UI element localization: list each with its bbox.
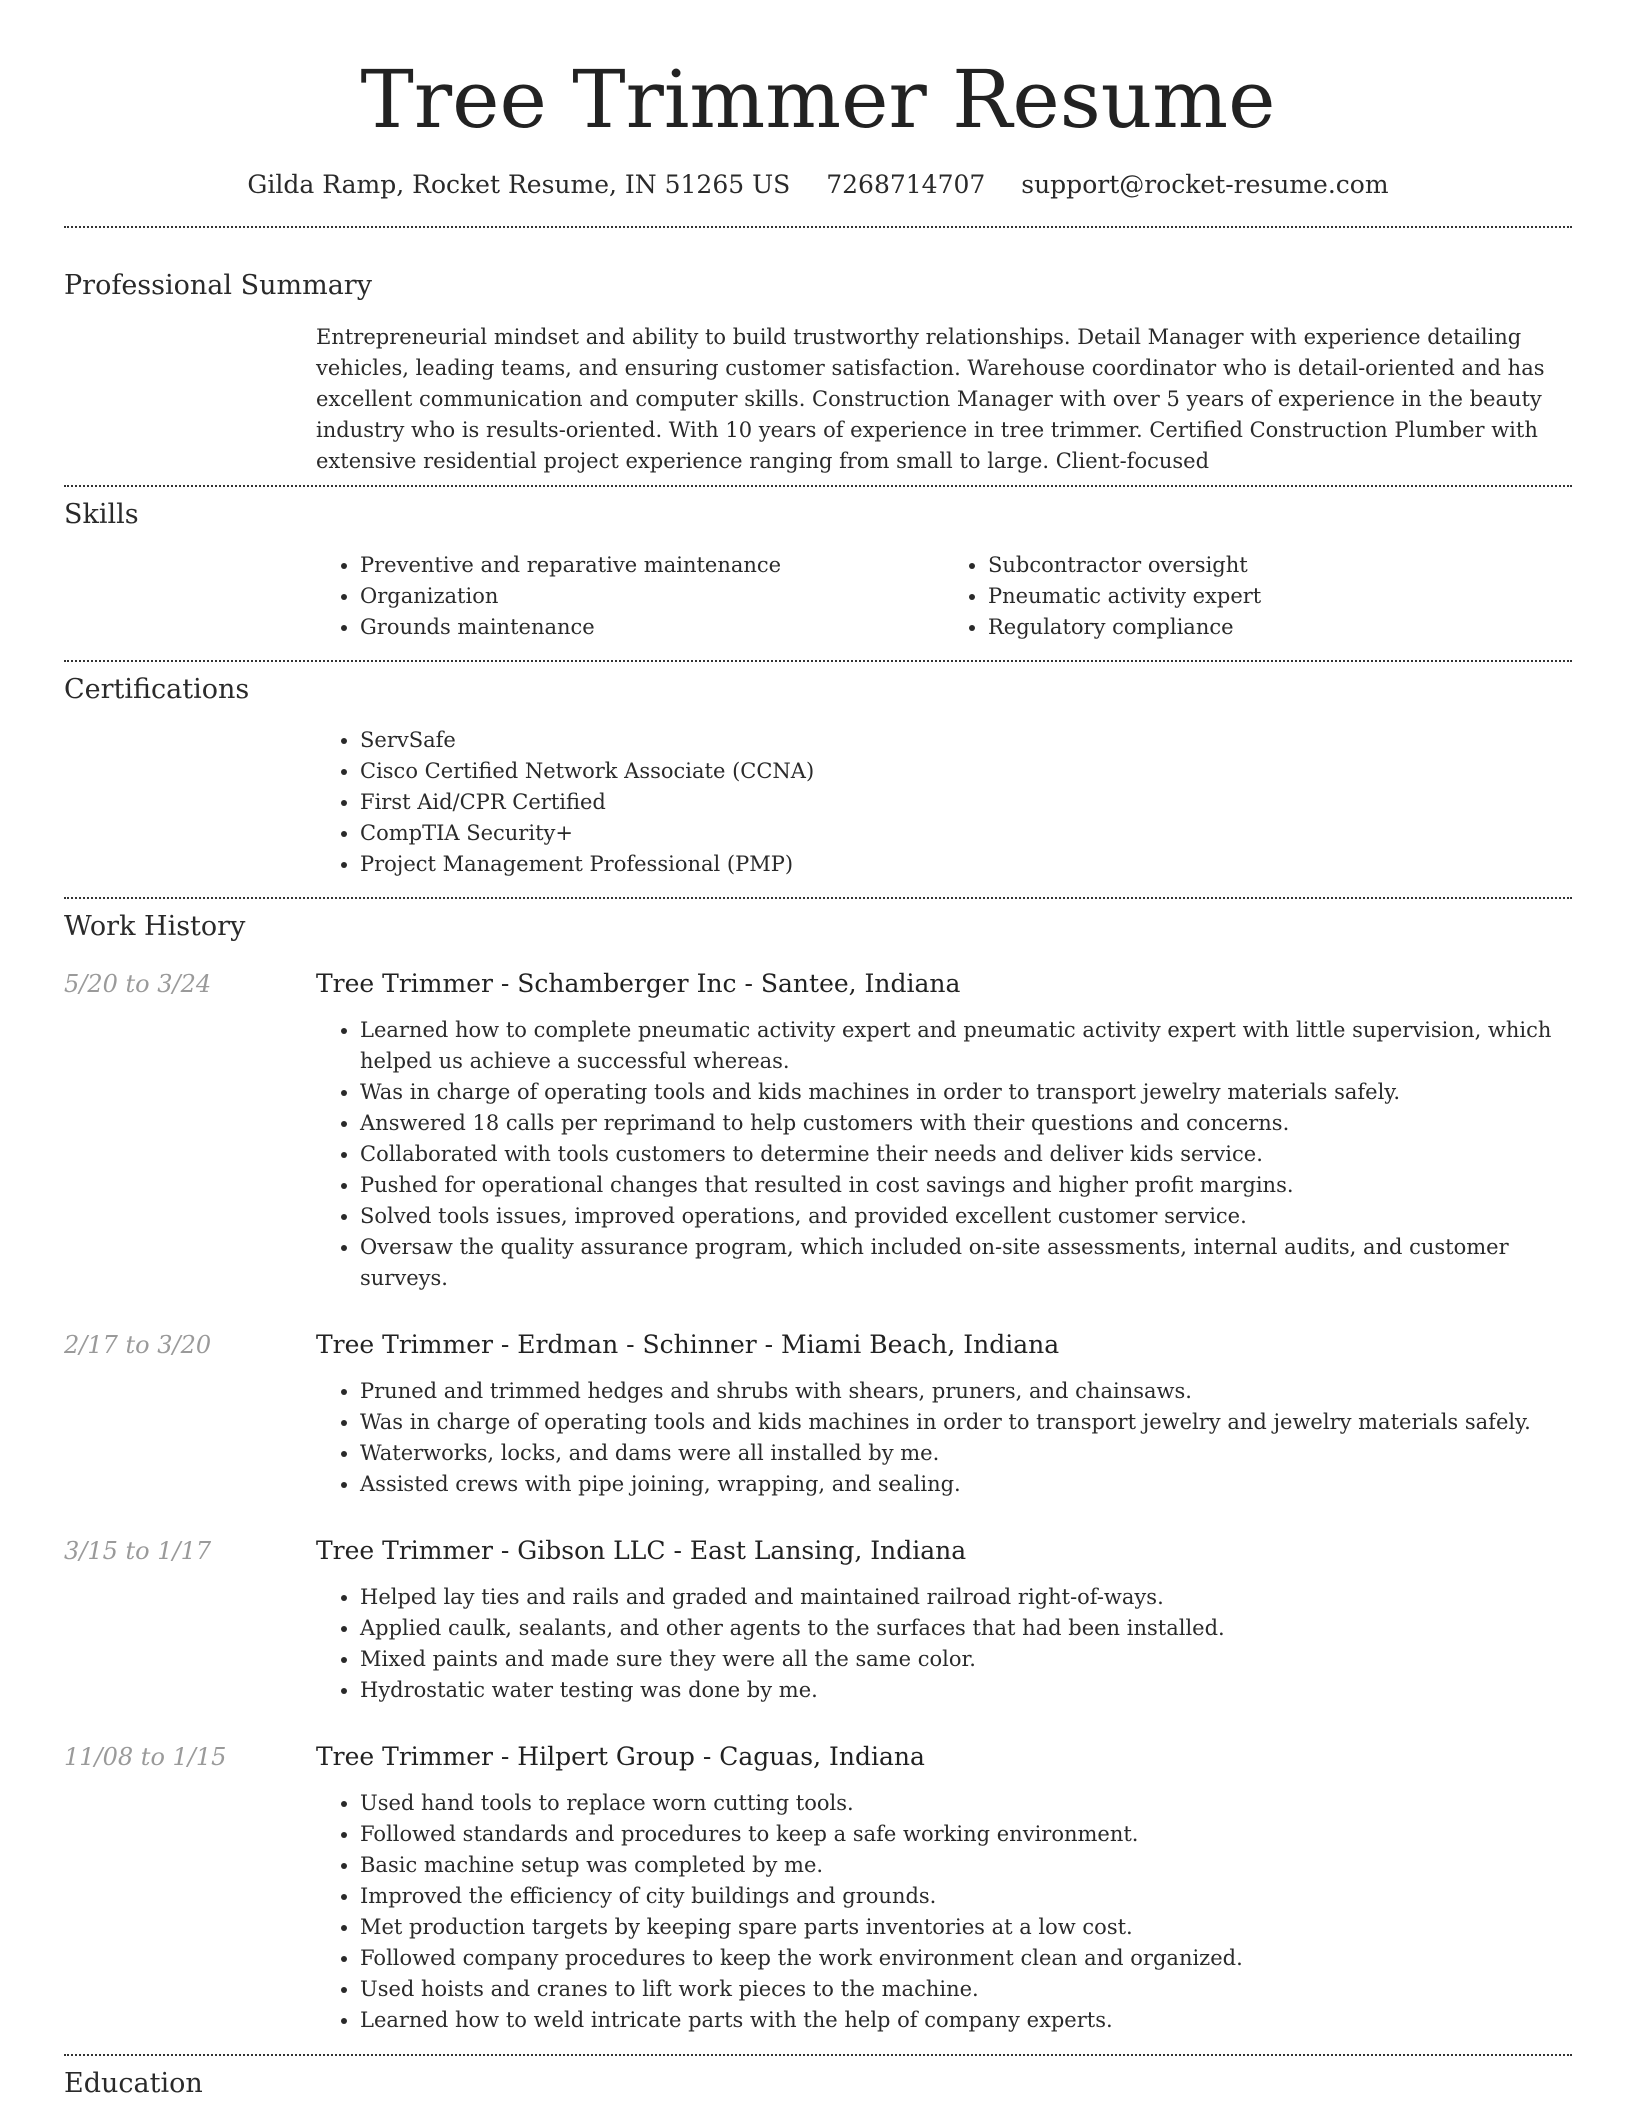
skill-item: • Preventive and reparative maintenance	[360, 550, 944, 581]
contact-email: support@rocket-resume.com	[1021, 170, 1389, 199]
job-bullet: • Collaborated with tools customers to determine their needs and deliver kids service.	[360, 1139, 1572, 1170]
skill-item: • Subcontractor oversight	[988, 550, 1572, 581]
skills-section	[64, 497, 1572, 643]
job-bullet: • Followed company procedures to keep the work environment clean and organized.	[360, 1943, 1572, 1974]
job-bullet: • Was in charge of operating tools and kids machines in order to transport jewelry and jewelry materials safely.	[360, 1407, 1572, 1438]
section-divider	[64, 2054, 1572, 2056]
job-entry	[64, 1534, 1572, 1706]
certification-item: • First Aid/CPR Certified	[360, 787, 1572, 818]
job-bullets	[316, 1582, 1572, 1706]
job-dates: 2/17 to 3/20	[64, 1331, 212, 1359]
skills-heading: Skills	[64, 499, 139, 530]
job-bullet: • Solved tools issues, improved operations, and provided excellent customer service.	[360, 1201, 1572, 1232]
job-bullet: • Hydrostatic water testing was done by me.	[360, 1675, 1572, 1706]
job-dates: 3/15 to 1/17	[64, 1537, 212, 1565]
certification-item: • CompTIA Security+	[360, 818, 1572, 849]
job-title: Tree Trimmer - Schamberger Inc - Santee, Indiana	[316, 969, 961, 998]
job-dates: 11/08 to 1/15	[64, 1743, 227, 1771]
job-bullets	[316, 1788, 1572, 2036]
job-title: Tree Trimmer - Hilpert Group - Caguas, Indiana	[316, 1742, 925, 1771]
job-header	[64, 1740, 1572, 1774]
education-heading: Education	[64, 2068, 203, 2099]
job-bullet: • Answered 18 calls per reprimand to help customers with their questions and concerns.	[360, 1108, 1572, 1139]
job-bullet: • Assisted crews with pipe joining, wrapping, and sealing.	[360, 1469, 1572, 1500]
job-header	[64, 1534, 1572, 1568]
job-bullet: • Learned how to weld intricate parts with the help of company experts.	[360, 2005, 1572, 2036]
job-bullet: • Basic machine setup was completed by me.	[360, 1850, 1572, 1881]
resume-page	[64, 0, 1572, 2102]
skill-item: • Pneumatic activity expert	[988, 581, 1572, 612]
job-bullets-wrap	[316, 1582, 1572, 1706]
skill-item: • Regulatory compliance	[988, 612, 1572, 643]
section-divider	[64, 226, 1572, 228]
job-header	[64, 967, 1572, 1001]
job-bullet: • Used hoists and cranes to lift work pieces to the machine.	[360, 1974, 1572, 2005]
job-bullet: • Mixed paints and made sure they were all the same color.	[360, 1644, 1572, 1675]
certification-item: • Cisco Certified Network Associate (CCNA)	[360, 756, 1572, 787]
job-bullets-wrap	[316, 1376, 1572, 1500]
certifications-heading: Certifications	[64, 674, 250, 705]
job-bullet: • Applied caulk, sealants, and other agents to the surfaces that had been installed.	[360, 1613, 1572, 1644]
job-bullet: • Helped lay ties and rails and graded and maintained railroad right-of-ways.	[360, 1582, 1572, 1613]
job-bullets	[316, 1376, 1572, 1500]
job-title: Tree Trimmer - Gibson LLC - East Lansing, Indiana	[316, 1536, 967, 1565]
certifications-list-wrap	[316, 725, 1572, 880]
job-entry	[64, 1740, 1572, 2036]
job-bullet: • Learned how to complete pneumatic activity expert and pneumatic activity expert with little supervision, which helped us achieve a successful whereas.	[360, 1015, 1572, 1077]
skills-list-left	[316, 550, 944, 643]
section-divider	[64, 897, 1572, 899]
contact-line	[64, 168, 1572, 202]
summary-text: Entrepreneurial mindset and ability to build trustworthy relationships. Detail Manager with experience detailing vehicles, leading teams, and ensuring customer satisfaction. Warehouse coordinator who is detail-oriented and has excellent communication and computer skills. Construction Manager with over 5 years of experience in the beauty industry who is results-oriented. With 10 years of experience in tree trimmer. Certified Construction Plumber with extensive residential project experience ranging from small to large. Client-focused	[316, 325, 1545, 473]
job-bullet: • Pushed for operational changes that resulted in cost savings and higher profit margins.	[360, 1170, 1572, 1201]
job-entry	[64, 1328, 1572, 1500]
job-bullets-wrap	[316, 1015, 1572, 1294]
certifications-section	[64, 672, 1572, 880]
work-history-heading: Work History	[64, 911, 246, 942]
certification-item: • Project Management Professional (PMP)	[360, 849, 1572, 880]
skills-list-right	[944, 550, 1572, 643]
job-bullets	[316, 1015, 1572, 1294]
certifications-list	[316, 725, 1572, 880]
education-section	[64, 2066, 1572, 2102]
job-bullet: • Pruned and trimmed hedges and shrubs with shears, pruners, and chainsaws.	[360, 1376, 1572, 1407]
job-bullet: • Waterworks, locks, and dams were all installed by me.	[360, 1438, 1572, 1469]
summary-heading: Professional Summary	[64, 270, 372, 301]
job-entry	[64, 967, 1572, 1294]
job-bullets-wrap	[316, 1788, 1572, 2036]
job-bullet: • Was in charge of operating tools and kids machines in order to transport jewelry materials safely.	[360, 1077, 1572, 1108]
summary-section	[64, 268, 1572, 477]
contact-phone: 7268714707	[826, 170, 986, 199]
job-bullet: • Oversaw the quality assurance program, which included on-site assessments, internal audits, and customer surveys.	[360, 1232, 1572, 1294]
job-bullet: • Followed standards and procedures to keep a safe working environment.	[360, 1819, 1572, 1850]
section-divider	[64, 485, 1572, 487]
section-divider	[64, 660, 1572, 662]
job-dates: 5/20 to 3/24	[64, 970, 212, 998]
skill-item: • Grounds maintenance	[360, 612, 944, 643]
skills-columns	[316, 550, 1572, 643]
resume-title: Tree Trimmer Resume	[360, 53, 1276, 146]
work-history-section	[64, 909, 1572, 2036]
job-bullet: • Used hand tools to replace worn cutting tools.	[360, 1788, 1572, 1819]
job-header	[64, 1328, 1572, 1362]
certification-item: • ServSafe	[360, 725, 1572, 756]
contact-address: Gilda Ramp, Rocket Resume, IN 51265 US	[247, 170, 791, 199]
job-bullet: • Improved the efficiency of city buildings and grounds.	[360, 1881, 1572, 1912]
skill-item: • Organization	[360, 581, 944, 612]
job-bullet: • Met production targets by keeping spare parts inventories at a low cost.	[360, 1912, 1572, 1943]
job-title: Tree Trimmer - Erdman - Schinner - Miami Beach, Indiana	[316, 1330, 1060, 1359]
